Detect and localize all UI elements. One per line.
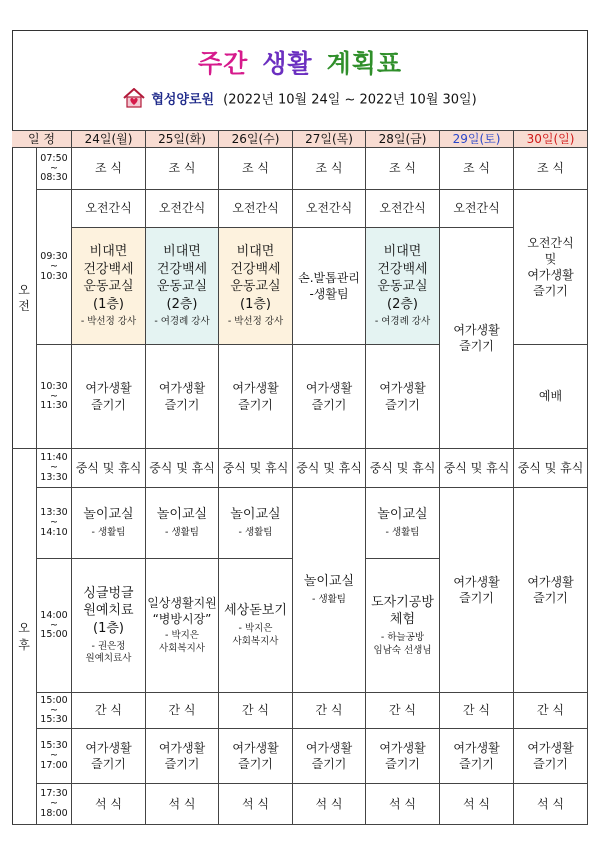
period-pm: 오 후 [12,449,37,825]
day-header: 28일(금) [366,130,440,148]
leisure-cell: 여가생활 즐기기 [514,729,588,784]
pm-snack-cell: 간 식 [219,693,293,729]
day-header-saturday: 29일(토) [440,130,514,148]
pm-snack-cell: 간 식 [440,693,514,729]
dinner-cell: 석 식 [293,784,366,825]
program-staff: - 여경례 강사 [154,316,210,328]
day-header: 25일(화) [146,130,219,148]
program-title: 비대면 건강백세 운동교실 (1층) [83,244,134,312]
program-title: 놀이교실 [377,507,428,523]
leisure-cell: 여가생활 즐기기 [146,345,219,449]
title-word: 주간 [197,49,249,78]
program-title: 놀이교실 [303,574,355,590]
lunch-cell: 중식 및 휴식 [146,449,219,488]
breakfast-cell: 조 식 [72,148,146,190]
breakfast-cell: 조 식 [440,148,514,190]
dinner-cell: 석 식 [514,784,588,825]
time-slot: 10:30 ~ 11:30 [37,345,72,449]
pm-snack-cell: 간 식 [514,693,588,729]
lunch-cell: 중식 및 휴식 [219,449,293,488]
am-snack-cell: 오전간식 [219,190,293,228]
worship-cell: 예배 [514,345,588,449]
program-cell [366,559,440,693]
time-slot: 15:00 ~ 15:30 [37,693,72,729]
leisure-cell: 여가생활 즐기기 [219,345,293,449]
breakfast-cell: 조 식 [146,148,219,190]
program-staff: - 박선정 강사 [80,316,137,328]
program-staff: - 여경례 강사 [374,316,431,328]
lunch-cell: 중식 및 휴식 [440,449,514,488]
program-cell [146,228,219,345]
program-staff: - 박선정 강사 [227,316,284,328]
program-title: 비대면 건강백세 운동교실 (1층) [230,244,281,312]
program-cell [366,228,440,345]
breakfast-cell: 조 식 [366,148,440,190]
org-name: 협성양로원 [151,92,215,108]
play-room-cell [72,488,146,559]
leisure-cell: 여가생활 즐기기 [293,729,366,784]
leisure-cell: 여가생활 즐기기 [440,488,514,693]
program-cell [72,559,146,693]
leisure-cell: 여가생활 즐기기 [293,345,366,449]
pm-snack-cell: 간 식 [366,693,440,729]
leisure-cell: 여가생활 즐기기 [146,729,219,784]
program-title: 비대면 건강백세 운동교실 (2층) [156,244,208,312]
program-title: 놀이교실 [83,507,134,523]
leisure-cell: 여가생활 즐기기 [72,729,146,784]
program-cell: 손.발톱관리 -생활팀 [293,228,366,345]
leisure-cell: 여가생활 즐기기 [219,729,293,784]
program-staff: - 생활팀 [238,526,273,538]
lunch-cell: 중식 및 휴식 [293,449,366,488]
dinner-cell: 석 식 [219,784,293,825]
program-staff: - 박지은 사회복지사 [159,630,205,655]
dinner-cell: 석 식 [146,784,219,825]
lunch-cell: 중식 및 휴식 [366,449,440,488]
period-am: 오 전 [12,148,37,449]
time-slot: 09:30 ~ 10:30 [37,190,72,345]
leisure-cell: 여가생활 즐기기 [366,345,440,449]
breakfast-cell: 조 식 [219,148,293,190]
am-snack-cell: 오전간식 [146,190,219,228]
program-title: 일상생활지원 “병방시장” [147,596,217,627]
dinner-cell: 석 식 [440,784,514,825]
am-snack-cell: 오전간식 [72,190,146,228]
am-snack-cell: 오전간식 [440,190,514,228]
leisure-cell: 여가생활 즐기기 [440,729,514,784]
program-title: 도자기공방 체험 [371,594,434,628]
lunch-cell: 중식 및 휴식 [514,449,588,488]
am-snack-cell: 오전간식 [366,190,440,228]
program-cell [219,228,293,345]
program-cell [219,559,293,693]
program-staff: - 박지은 사회복지사 [232,622,279,647]
time-slot: 11:40 ~ 13:30 [37,449,72,488]
leisure-cell: 여가생활 즐기기 [440,228,514,449]
date-range: (2022년 10월 24일 ~ 2022년 10월 30일) [223,92,477,108]
day-header: 26일(수) [219,130,293,148]
program-cell [146,559,219,693]
breakfast-cell: 조 식 [293,148,366,190]
play-room-cell [293,488,366,693]
schedule-table [12,119,588,825]
am-snack-cell: 오전간식 [293,190,366,228]
program-title: 놀이교실 [156,507,208,523]
time-slot: 13:30 ~ 14:10 [37,488,72,559]
sunday-am-cell: 오전간식 및 여가생활 즐기기 [514,190,588,345]
program-staff: - 생활팀 [91,526,126,538]
house-heart-icon [123,88,145,112]
dinner-cell: 석 식 [366,784,440,825]
play-room-cell [366,488,440,559]
play-room-cell [146,488,219,559]
program-staff: - 생활팀 [312,593,346,605]
title-word: 생활 [262,49,313,78]
pm-snack-cell: 간 식 [72,693,146,729]
day-header: 24일(월) [72,130,146,148]
program-staff: - 생활팀 [385,526,420,538]
page-title [0,44,600,80]
program-title: 세상돋보기 [224,603,287,619]
program-staff: - 생활팀 [165,526,199,538]
pm-snack-cell: 간 식 [293,693,366,729]
pm-snack-cell: 간 식 [146,693,219,729]
title-word: 계획표 [326,49,403,78]
time-slot: 07:50 ~ 08:30 [37,148,72,190]
time-slot: 14:00 ~ 15:00 [37,559,72,693]
leisure-cell: 여가생활 즐기기 [366,729,440,784]
time-slot: 17:30 ~ 18:00 [37,784,72,825]
program-title: 놀이교실 [230,507,281,523]
program-staff: - 권은정 원예치료사 [85,640,132,665]
time-slot: 15:30 ~ 17:00 [37,729,72,784]
leisure-cell: 여가생활 즐기기 [514,488,588,693]
program-title: 비대면 건강백세 운동교실 (2층) [377,244,428,312]
program-staff: - 하늘공방 임남숙 선생님 [373,631,432,656]
leisure-cell: 여가생활 즐기기 [72,345,146,449]
day-header: 27일(목) [293,130,366,148]
lunch-cell: 중식 및 휴식 [72,449,146,488]
play-room-cell [219,488,293,559]
day-header-sunday: 30일(일) [514,130,588,148]
subtitle [0,88,600,112]
header-label: 일 정 [12,130,72,148]
breakfast-cell: 조 식 [514,148,588,190]
program-cell [72,228,146,345]
program-title: 싱글벙글 원예치료 (1층) [83,585,134,636]
dinner-cell: 석 식 [72,784,146,825]
